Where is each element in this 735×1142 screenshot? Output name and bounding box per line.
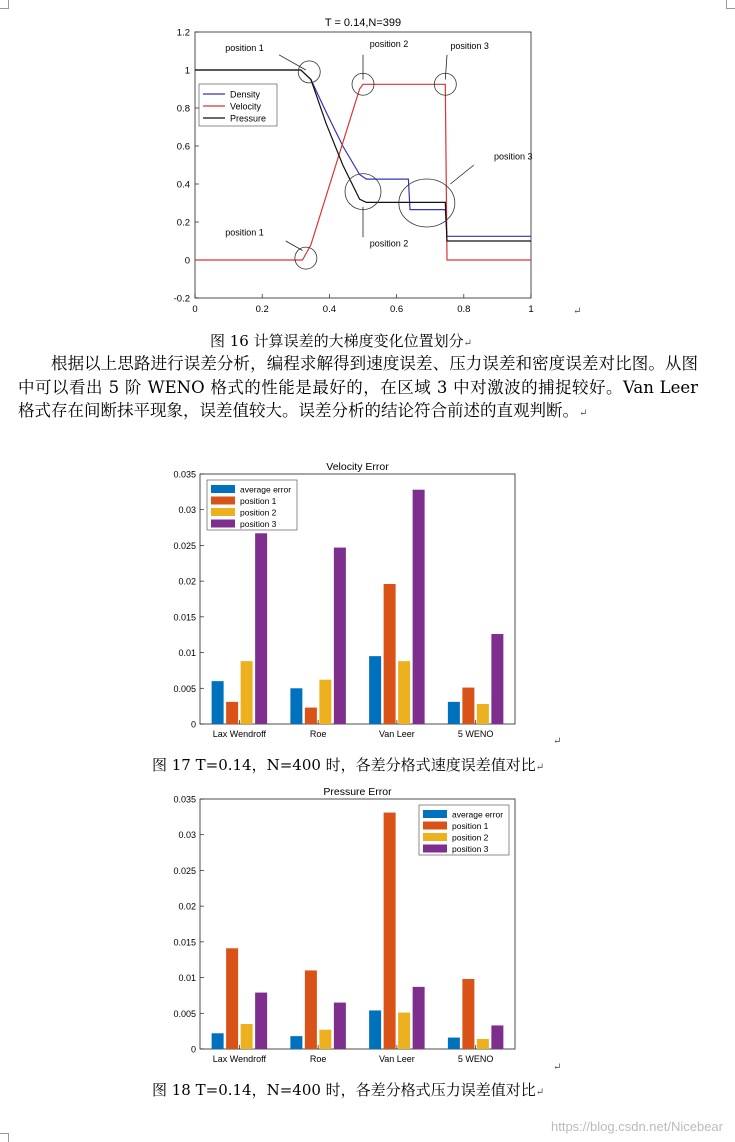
x-tick-label: 5 WENO <box>457 729 494 739</box>
legend-label-position-3: position 3 <box>452 844 489 854</box>
y-tick-label: 0.015 <box>173 612 196 623</box>
legend-label-position-1: position 1 <box>240 496 277 506</box>
bar-position-3 <box>413 490 425 724</box>
y-tick-label: 0 <box>184 255 190 267</box>
legend-swatch-average-error <box>423 810 447 818</box>
legend-label-position-2: position 2 <box>452 832 489 843</box>
x-tick-label: 0 <box>192 304 198 315</box>
y-tick-label: 0.03 <box>178 830 196 841</box>
x-tick-label: 0.2 <box>255 304 269 315</box>
bar-position-3 <box>334 548 346 724</box>
figure-18-bar-chart <box>160 783 560 1073</box>
y-tick-label: 0.8 <box>176 103 190 115</box>
x-tick-label: Lax Wendroff <box>212 729 266 739</box>
bar-position-1 <box>384 584 396 724</box>
x-tick-label: 0.4 <box>322 304 337 315</box>
bar-position-2 <box>477 1039 489 1049</box>
legend-label-velocity: Velocity <box>230 101 262 112</box>
bar-position-3 <box>255 533 267 724</box>
y-tick-label: 0.005 <box>173 683 196 694</box>
x-tick-label: Roe <box>309 1054 327 1064</box>
return-mark: ↵ <box>553 736 562 747</box>
annotation-label: position 3 <box>494 151 533 162</box>
x-tick-label: Van Leer <box>378 729 415 739</box>
y-tick-label: 0.2 <box>176 217 190 229</box>
legend-swatch-position-2 <box>211 508 235 516</box>
legend-label-density: Density <box>230 89 261 100</box>
bar-position-3 <box>255 993 267 1049</box>
figure-18-caption: 图 18 T=0.14，N=400 时，各差分格式压力误差值对比↵ <box>152 1081 545 1099</box>
bar-position-3 <box>491 634 503 724</box>
legend-label-average-error: average error <box>452 809 504 820</box>
annotation-label: position 2 <box>369 238 409 249</box>
bar-position-1 <box>384 813 396 1049</box>
corner-mark-top-left <box>0 0 9 9</box>
y-tick-label: 0.02 <box>178 901 196 912</box>
legend-swatch-position-3 <box>423 845 447 853</box>
x-tick-label: Van Leer <box>378 1054 415 1064</box>
bar-position-3 <box>491 1025 503 1049</box>
bar-average-error <box>369 1010 381 1049</box>
legend-swatch-position-3 <box>211 520 235 528</box>
x-tick-label: 5 WENO <box>457 1054 494 1064</box>
corner-mark-top-right <box>726 0 735 9</box>
bar-position-3 <box>334 1003 346 1049</box>
legend-label-pressure: Pressure <box>230 113 267 124</box>
x-tick-label: Roe <box>309 729 327 739</box>
corner-mark-bottom-left <box>0 1133 9 1142</box>
legend-label-position-1: position 1 <box>452 821 489 831</box>
y-tick-label: 0.03 <box>178 505 196 516</box>
return-mark: ↵ <box>553 1062 562 1073</box>
y-tick-label: 0.015 <box>173 937 196 948</box>
y-tick-label: 0.01 <box>178 973 196 984</box>
legend-swatch-position-1 <box>423 822 447 830</box>
figure-17-caption: 图 17 T=0.14，N=400 时，各差分格式速度误差值对比↵ <box>152 756 545 774</box>
x-tick-label: 0.8 <box>457 304 471 315</box>
bar-average-error <box>448 1038 460 1049</box>
y-tick-label: 0 <box>190 1044 196 1055</box>
bar-position-1 <box>226 948 238 1049</box>
y-tick-label: 0.02 <box>178 576 196 587</box>
y-tick-label: 0 <box>190 719 196 730</box>
bar-average-error <box>212 681 224 724</box>
return-mark: ↵ <box>573 306 582 317</box>
legend-swatch-position-1 <box>211 497 235 505</box>
bar-position-2 <box>319 680 331 724</box>
bar-average-error <box>290 688 302 724</box>
x-tick-label: 1 <box>528 304 534 315</box>
figure-16-caption: 图 16 计算误差的大梯度变化位置划分↵ <box>210 332 473 350</box>
bar-average-error <box>448 702 460 724</box>
watermark: https://blog.csdn.net/Nicebear <box>551 1119 723 1134</box>
y-tick-label: 0.005 <box>173 1008 196 1019</box>
legend-label-position-3: position 3 <box>240 519 277 529</box>
bar-position-1 <box>462 979 474 1049</box>
bar-average-error <box>369 656 381 724</box>
y-tick-label: 0.6 <box>176 141 190 153</box>
bar-position-2 <box>398 1013 410 1049</box>
y-tick-label: -0.2 <box>173 293 190 305</box>
bar-position-2 <box>477 704 489 724</box>
bar-position-2 <box>319 1030 331 1049</box>
bar-position-2 <box>241 661 253 724</box>
bar-position-2 <box>398 661 410 724</box>
figure-16-line-chart <box>140 10 560 320</box>
legend-label-position-2: position 2 <box>240 507 277 518</box>
y-tick-label: 0.025 <box>173 865 196 876</box>
annotation-label: position 3 <box>450 41 489 52</box>
y-tick-label: 0.4 <box>176 179 190 191</box>
y-tick-label: 0.035 <box>173 469 196 480</box>
bar-position-1 <box>226 702 238 724</box>
figure-17-bar-chart <box>160 458 560 748</box>
bar-position-3 <box>413 987 425 1049</box>
bar-position-1 <box>305 708 317 724</box>
annotation-label: position 2 <box>369 39 409 50</box>
bar-position-1 <box>305 970 317 1049</box>
bar-average-error <box>290 1036 302 1049</box>
legend-swatch-average-error <box>211 485 235 493</box>
chart-title: Pressure Error <box>323 786 392 798</box>
x-tick-label: Lax Wendroff <box>212 1054 266 1064</box>
bar-position-1 <box>462 688 474 724</box>
bar-average-error <box>212 1033 224 1049</box>
legend-label-average-error: average error <box>240 484 292 495</box>
annotation-label: position 1 <box>225 227 264 238</box>
y-tick-label: 0.01 <box>178 648 196 659</box>
chart-title: T = 0.14,N=399 <box>324 17 402 29</box>
legend-swatch-position-2 <box>423 833 447 841</box>
annotation-label: position 1 <box>225 43 264 53</box>
y-tick-label: 0.035 <box>173 794 196 805</box>
y-tick-label: 0.025 <box>173 540 196 551</box>
x-tick-label: 0.6 <box>389 304 404 315</box>
y-tick-label: 1.2 <box>176 27 190 39</box>
body-paragraph: 根据以上思路进行误差分析，编程求解得到速度误差、压力误差和密度误差对比图。从图中可以看出 5 阶 WENO 格式的性能是最好的，在区域 3 中对激波的捕捉较好。Van Leer 格式存在间断抹平现象，误差值较大。误差分析的结论符合前述的直观判断。↵ <box>18 354 698 420</box>
bar-position-2 <box>241 1024 253 1049</box>
chart-title: Velocity Error <box>326 461 389 473</box>
y-tick-label: 1 <box>184 65 190 77</box>
